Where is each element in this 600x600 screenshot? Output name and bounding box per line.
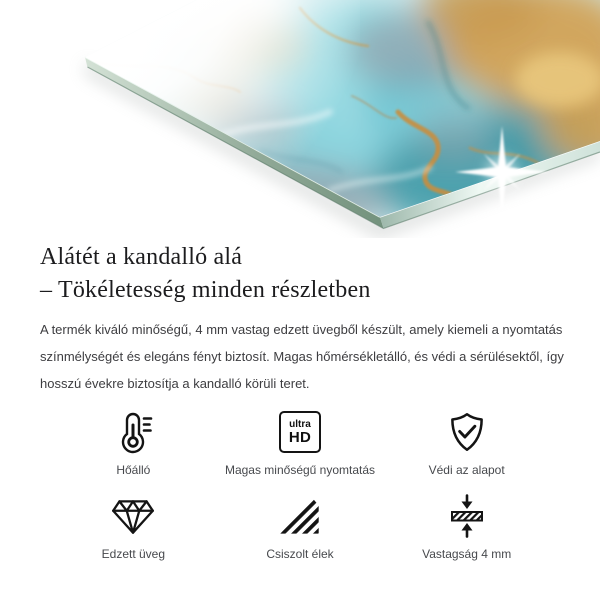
- feature-polished-edges: [217, 493, 384, 562]
- page-title-line-1: Alátét a kandalló alá: [40, 244, 243, 270]
- feature-label: Csiszolt élek: [266, 547, 334, 561]
- thermometer-icon: [110, 409, 156, 455]
- ultra-hd-icon: [279, 409, 321, 455]
- product-description: [40, 316, 564, 397]
- page-title: [40, 238, 560, 307]
- feature-print-quality: [217, 409, 384, 478]
- feature-label: Hőálló: [116, 463, 151, 477]
- thickness-icon: [444, 493, 490, 539]
- feature-thickness: [383, 493, 550, 562]
- glass-panel-photo: [0, 0, 600, 238]
- feature-label: Vastagság 4 mm: [422, 547, 512, 561]
- shield-check-icon: [444, 409, 490, 455]
- product-image: [0, 0, 600, 238]
- feature-label: Védi az alapot: [428, 463, 505, 477]
- feature-heat-resistant: [50, 409, 217, 478]
- diamond-icon: [109, 493, 157, 539]
- description-line: színmélységét és elegáns fényt biztosít. Magas hőmérsékletálló, és védi a sérülésektől, így: [40, 349, 564, 364]
- feature-tempered-glass: [50, 493, 217, 562]
- product-description-section: [0, 238, 600, 562]
- ultra-hd-icon-text-bottom: HD: [288, 428, 312, 446]
- feature-protects-base: [383, 409, 550, 478]
- feature-grid: [40, 409, 560, 562]
- page-title-line-2: – Tökéletesség minden részletben: [40, 277, 371, 303]
- marble-artwork: [0, 0, 600, 238]
- description-line: A termék kiváló minőségű, 4 mm vastag edzett üvegből készült, amely kiemeli a nyomtatás: [40, 322, 563, 337]
- description-line: hosszú évekre biztosítja a kandalló körüli teret.: [40, 376, 310, 391]
- feature-label: Magas minőségű nyomtatás: [224, 463, 376, 477]
- polished-edges-icon: [277, 493, 323, 539]
- ultra-hd-icon-text-top: ultra: [289, 418, 311, 430]
- feature-label: Edzett üveg: [101, 547, 166, 561]
